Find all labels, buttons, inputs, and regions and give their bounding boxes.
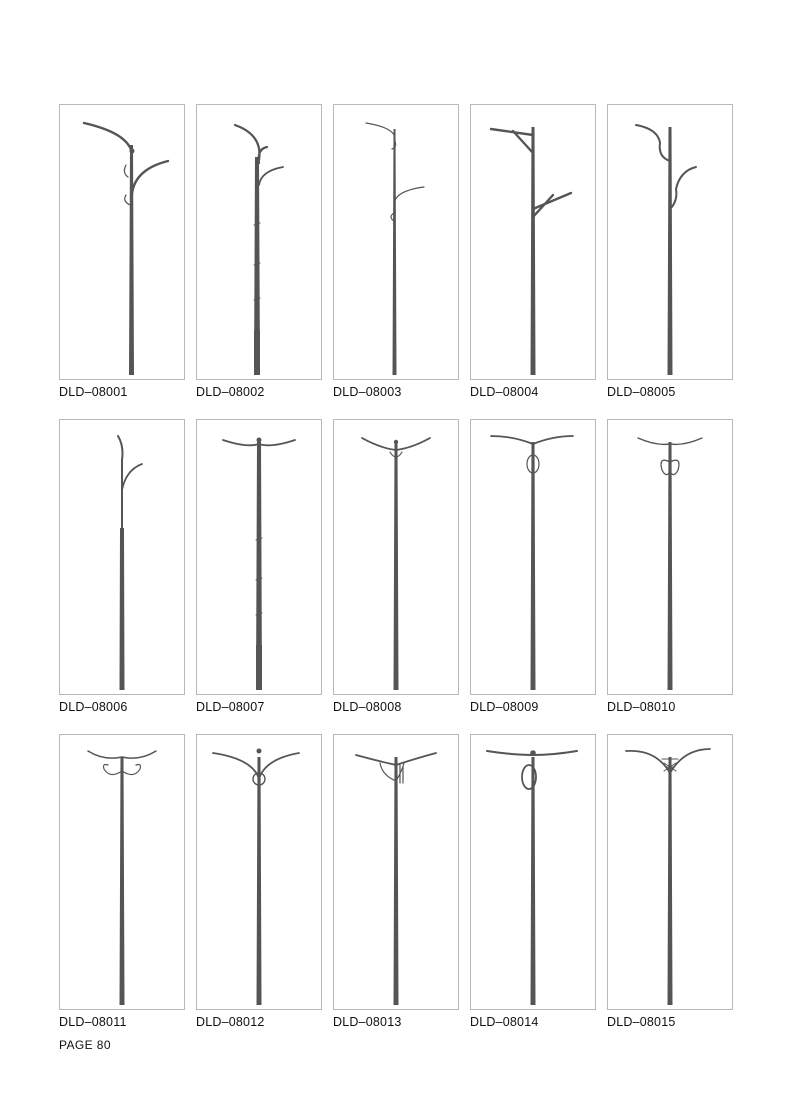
product-catalog-grid: [59, 104, 730, 1049]
product-cell[interactable]: [607, 734, 733, 1049]
product-image-frame: [196, 734, 322, 1010]
street-light-pole-drawing: [197, 735, 321, 1009]
street-light-pole-drawing: [471, 420, 595, 694]
product-code: DLD–08005: [607, 385, 676, 399]
street-light-pole-drawing: [334, 105, 458, 379]
product-cell[interactable]: [59, 419, 185, 734]
street-light-pole-drawing: [60, 420, 184, 694]
street-light-pole-drawing: [471, 105, 595, 379]
product-code: DLD–08011: [59, 1015, 127, 1029]
product-image-frame: [196, 104, 322, 380]
product-code: DLD–08014: [470, 1015, 539, 1029]
product-code: DLD–08007: [196, 700, 265, 714]
product-image-frame: [59, 104, 185, 380]
product-image-frame: [59, 734, 185, 1010]
product-cell[interactable]: [196, 419, 322, 734]
product-image-frame: [333, 104, 459, 380]
product-code: DLD–08010: [607, 700, 676, 714]
street-light-pole-drawing: [608, 735, 732, 1009]
product-image-frame: [607, 734, 733, 1010]
street-light-pole-drawing: [334, 735, 458, 1009]
street-light-pole-drawing: [197, 105, 321, 379]
product-image-frame: [470, 734, 596, 1010]
product-image-frame: [607, 419, 733, 695]
product-code: DLD–08015: [607, 1015, 676, 1029]
page-number: PAGE 80: [59, 1038, 111, 1052]
street-light-pole-drawing: [334, 420, 458, 694]
product-cell[interactable]: [607, 419, 733, 734]
product-code: DLD–08006: [59, 700, 128, 714]
street-light-pole-drawing: [471, 735, 595, 1009]
product-code: DLD–08008: [333, 700, 402, 714]
product-cell[interactable]: [333, 104, 459, 419]
product-cell[interactable]: [333, 734, 459, 1049]
product-image-frame: [333, 734, 459, 1010]
product-image-frame: [333, 419, 459, 695]
product-code: DLD–08002: [196, 385, 265, 399]
product-image-frame: [59, 419, 185, 695]
product-row-3: [59, 734, 730, 1049]
product-code: DLD–08003: [333, 385, 402, 399]
product-row-1: [59, 104, 730, 419]
product-image-frame: [607, 104, 733, 380]
product-code: DLD–08013: [333, 1015, 402, 1029]
product-code: DLD–08009: [470, 700, 539, 714]
street-light-pole-drawing: [608, 105, 732, 379]
product-cell[interactable]: [59, 734, 185, 1049]
product-cell[interactable]: [607, 104, 733, 419]
product-cell[interactable]: [196, 104, 322, 419]
product-image-frame: [470, 419, 596, 695]
product-code: DLD–08004: [470, 385, 539, 399]
product-row-2: [59, 419, 730, 734]
product-cell[interactable]: [333, 419, 459, 734]
product-code: DLD–08012: [196, 1015, 265, 1029]
product-image-frame: [470, 104, 596, 380]
product-cell[interactable]: [470, 419, 596, 734]
product-cell[interactable]: [196, 734, 322, 1049]
street-light-pole-drawing: [608, 420, 732, 694]
product-cell[interactable]: [59, 104, 185, 419]
street-light-pole-drawing: [197, 420, 321, 694]
product-image-frame: [196, 419, 322, 695]
street-light-pole-drawing: [60, 105, 184, 379]
street-light-pole-drawing: [60, 735, 184, 1009]
product-cell[interactable]: [470, 104, 596, 419]
product-code: DLD–08001: [59, 385, 128, 399]
product-cell[interactable]: [470, 734, 596, 1049]
